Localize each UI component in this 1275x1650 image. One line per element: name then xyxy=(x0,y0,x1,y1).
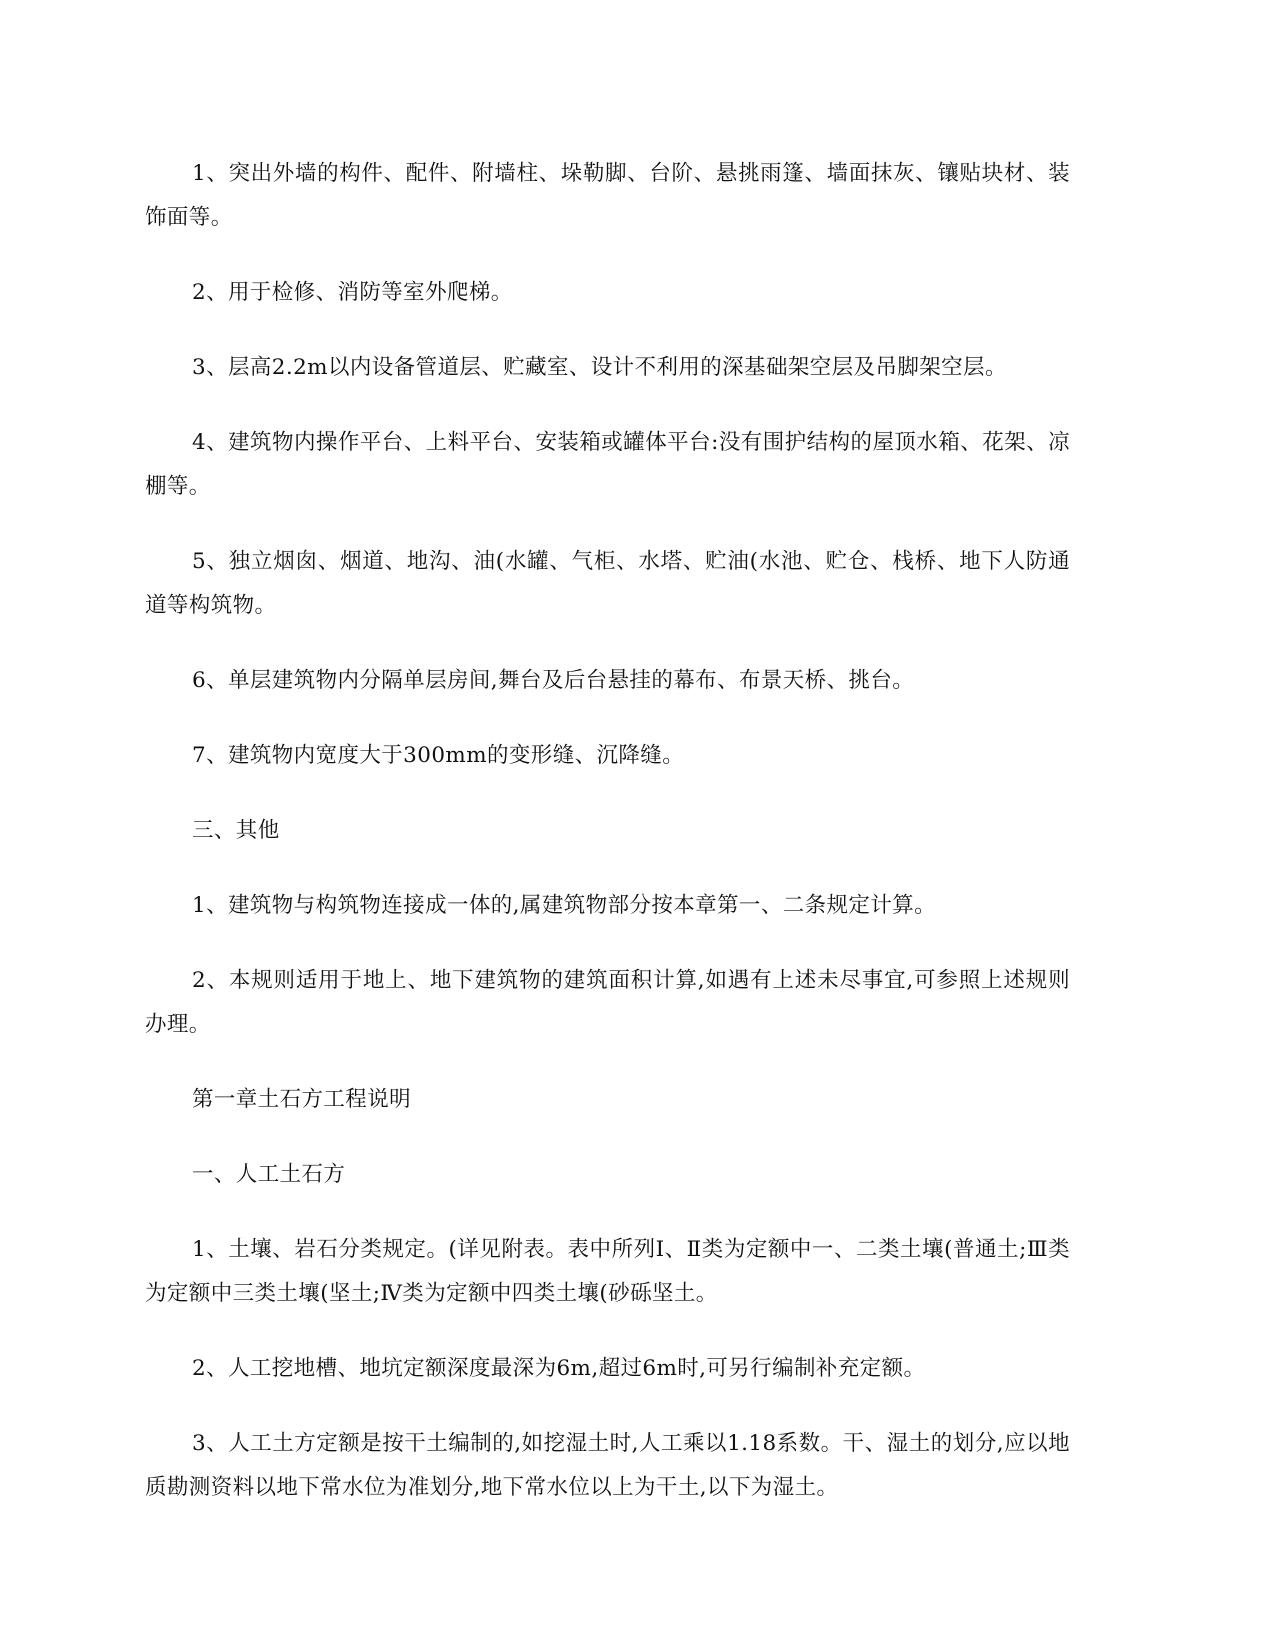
paragraph-item-11: 2、人工挖地槽、地坑定额深度最深为6m,超过6m时,可另行编制补充定额。 xyxy=(192,1356,926,1381)
paragraph-item-9: 2、本规则适用于地上、地下建筑物的建筑面积计算,如遇有上述未尽事宜,可参照上述规则办理。 xyxy=(145,968,1070,1037)
paragraph-item-10: 1、土壤、岩石分类规定。(详见附表。表中所列Ⅰ、Ⅱ类为定额中一、二类土壤(普通土;Ⅲ类为定额中三类土壤(坚土;Ⅳ类为定额中四类土壤(砂砾坚土。 xyxy=(145,1237,1070,1306)
paragraph-item-12: 3、人工土方定额是按干土编制的,如挖湿土时,人工乘以1.18系数。干、湿土的划分,应以地质勘测资料以地下常水位为准划分,地下常水位以上为干土,以下为湿土。 xyxy=(145,1431,1070,1500)
paragraph-item-4: 4、建筑物内操作平台、上料平台、安装箱或罐体平台:没有围护结构的屋顶水箱、花架、凉棚等。 xyxy=(145,430,1070,499)
document-body xyxy=(145,152,1070,1541)
paragraph-item-8: 1、建筑物与构筑物连接成一体的,属建筑物部分按本章第一、二条规定计算。 xyxy=(192,893,937,918)
paragraph-item-7: 7、建筑物内宽度大于300mm的变形缝、沉降缝。 xyxy=(192,743,685,768)
paragraph-item-3: 3、层高2.2m以内设备管道层、贮藏室、设计不利用的深基础架空层及吊脚架空层。 xyxy=(192,355,1007,380)
paragraph-item-5: 5、独立烟囱、烟道、地沟、油(水罐、气柜、水塔、贮油(水池、贮仓、栈桥、地下人防通道等构筑物。 xyxy=(145,549,1070,618)
paragraph-item-6: 6、单层建筑物内分隔单层房间,舞台及后台悬挂的幕布、布景天桥、挑台。 xyxy=(192,668,915,693)
chapter-heading: 第一章土石方工程说明 xyxy=(192,1087,412,1112)
section-heading-others: 三、其他 xyxy=(192,818,280,843)
paragraph-item-2: 2、用于检修、消防等室外爬梯。 xyxy=(192,280,513,305)
section-heading-manual-earthwork: 一、人工土石方 xyxy=(192,1162,346,1187)
paragraph-item-1: 1、突出外墙的构件、配件、附墙柱、垛勒脚、台阶、悬挑雨篷、墙面抹灰、镶贴块材、装饰面等。 xyxy=(145,161,1070,230)
